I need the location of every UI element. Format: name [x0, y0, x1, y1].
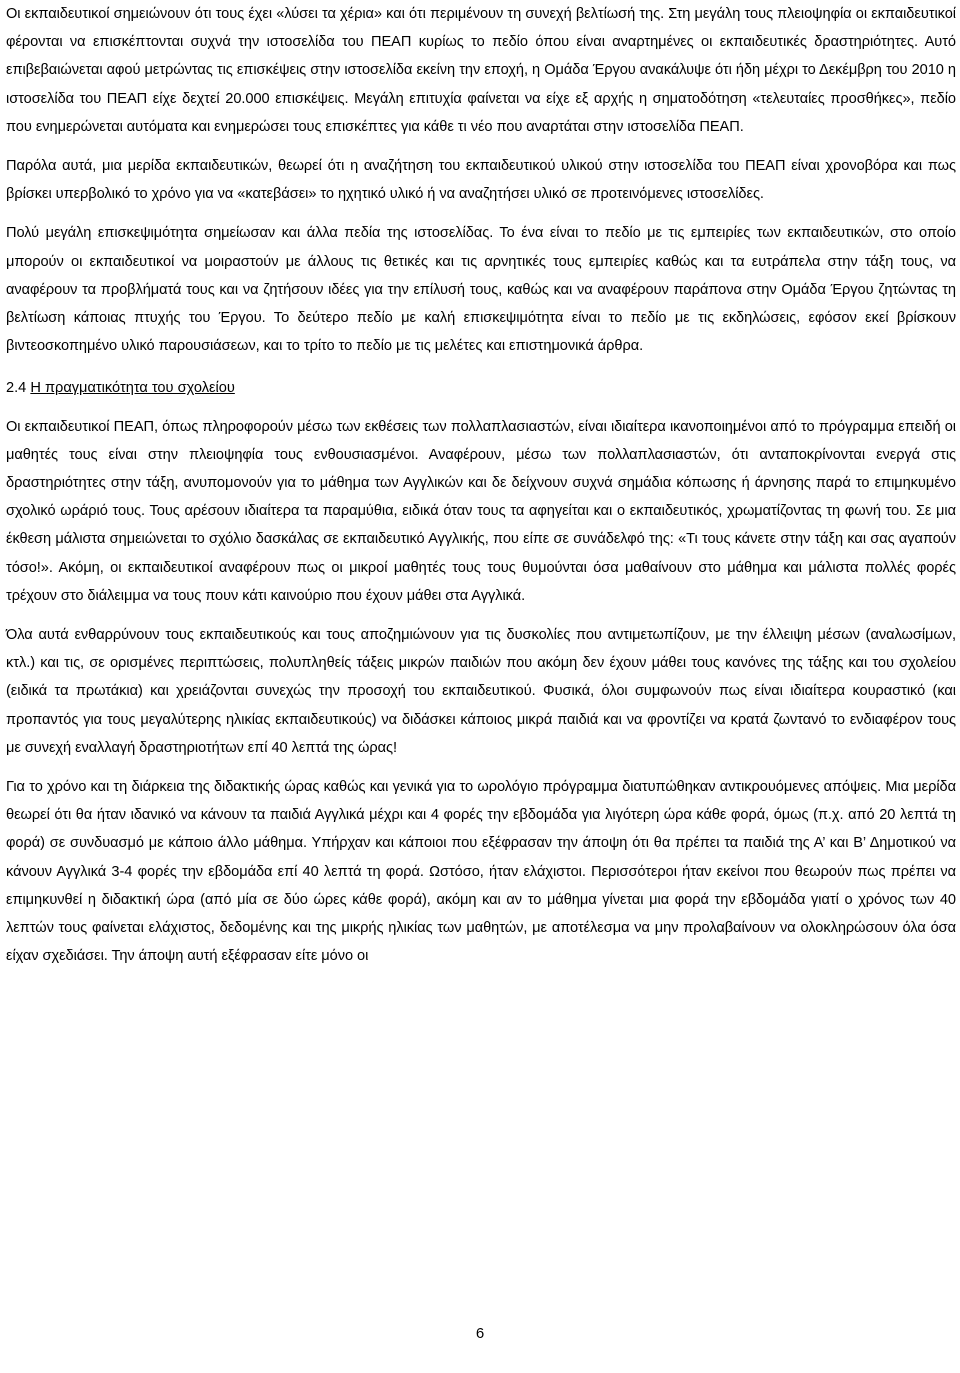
page-number: 6 — [475, 1325, 485, 1342]
section-title: Η πραγματικότητα του σχολείου — [30, 380, 235, 397]
paragraph-other-fields: Πολύ μεγάλη επισκεψιμότητα σημείωσαν και άλλα πεδία της ιστοσελίδας. Το ένα είναι το πεδίο με τις εμπειρίες των εκπαιδευτικών, στο οποίο μπορούν οι εκπαιδευτικοί να μοιραστούν με άλλους τις θετικές και τις αρνητικές τους εμπειρίες καθώς και τα ευτράπελα στην τάξη τους, να αναφέρουν τα προβλήματά τους και να ζητήσουν ιδέες για την επίλυσή τους, καθώς και να αναφέρουν παράπονα στην Ομάδα Έργου ζητώντας τη βελτίωση κάποιας πτυχής του Έργου. Το δεύτερο πεδίο με καλή επισκεψιμότητα είναι το πεδίο με τις εκδηλώσεις, εφόσον εκεί βρίσκουν βιντεοσκοπημένο υλικό παρουσιάσεων, και το τρίτο το πεδίο με τις μελέτες και επιστημονικά άρθρα. — [6, 225, 956, 355]
paragraph-website-visits: Οι εκπαιδευτικοί σημειώνουν ότι τους έχει «λύσει τα χέρια» και ότι περιμένουν τη συνεχή βελτίωσή της. Στη μεγάλη τους πλειοψηφία οι εκπαιδευτικοί φέρονται να επισκέπτονται συχνά την ιστοσελίδα του ΠΕΑΠ κυρίως το πεδίο όπου είναι αναρτημένες οι εκπαιδευτικές δραστηριότητες. Αυτό επιβεβαιώνεται αφού μετρώντας τις επισκέψεις στην ιστοσελίδα εκείνη την εποχή, η Ομάδα Έργου ανακάλυψε ότι ήδη μέχρι το Δεκέμβρη του 2010 η ιστοσελίδα του ΠΕΑΠ είχε δεχτεί 20.000 επισκέψεις. Μεγάλη επιτυχία φαίνεται να είχε εξ αρχής η σηματοδότηση «τελευταίες προσθήκες», πεδίο που ενημερώνεται αυτόματα και ενημερώσει τους επισκέπτες για κάθε τι νέο που αναρτάται στην ιστοσελίδα ΠΕΑΠ. — [6, 6, 956, 135]
section-heading — [6, 374, 956, 402]
paragraph-lesson-duration: Για το χρόνο και τη διάρκεια της διδακτικής ώρας καθώς και γενικά για το ωρολόγιο πρόγραμμα διατυπώθηκαν αντικρουόμενες απόψεις. Μια μερίδα θεωρεί ότι θα ήταν ιδανικό να κάνουν τα παιδιά Αγγλικά μέχρι και 4 φορές την εβδομάδα για λιγότερη ώρα κάθε φορά, όμως (π.χ. από 20 λεπτά τη φορά) σε συνδυασμό με κάποιο άλλο μάθημα. Υπήρχαν και κάποιοι που εξέφρασαν την άποψη ότι θα πρέπει τα παιδιά της Α’ και Β’ Δημοτικού να κάνουν Αγγλικά 3-4 φορές την εβδομάδα επί 40 λεπτά τη φορά. Ωστόσο, ήταν ελάχιστοι. Περισσότεροι ήταν εκείνοι που θεωρούν πως πρέπει να επιμηκυνθεί η διδακτική ώρα (από μία σε δύο ώρες κάθε φορά), ακόμη και αν το μάθημα γίνεται μια φορά την εβδομάδα γιατί ο χρόνος των 40 λεπτών τους φαίνεται ελάχιστος, δεδομένης και της μικρής ηλικίας των μαθητών, με αποτέλεσμα να μην προλαβαίνουν να ολοκληρώσουν όλα όσα είχαν σχεδιάσει. Την άποψη αυτή εξέφρασαν είτε μόνο οι — [6, 779, 956, 965]
paragraph-search-time: Παρόλα αυτά, μια μερίδα εκπαιδευτικών, θεωρεί ότι η αναζήτηση του εκπαιδευτικού υλικού στην ιστοσελίδα του ΠΕΑΠ είναι χρονοβόρα και πως βρίσκει υπερβολικό το χρόνο για να «κατεβάσει» το ηχητικό υλικό ή να αναζητήσει υλικό σε προτεινόμενες ιστοσελίδες. — [6, 158, 956, 203]
paragraph-difficulties: Όλα αυτά ενθαρρύνουν τους εκπαιδευτικούς και τους αποζημιώνουν για τις δυσκολίες που αντιμετωπίζουν, με την έλλειψη μέσων (αναλωσίμων, κτλ.) και τις, σε ορισμένες περιπτώσεις, πολυπληθείς τάξεις μικρών παιδιών που ακόμη δεν έχουν μάθει τους κανόνες της τάξης και του σχολείου (ειδικά τα πρωτάκια) και χρειάζονται συνεχώς την προσοχή του εκπαιδευτικού. Φυσικά, όλοι συμφωνούν πως είναι ιδιαίτερα κουραστικό (και προπαντός για τους μεγαλύτερης ηλικίας εκπαιδευτικούς) να διδάσκει κάποιος μικρά παιδιά και να φροντίζει να κρατά ζωντανό το ενδιαφέρον τους με συνεχή εναλλαγή δραστηριοτήτων επί 40 λεπτά της ώρας! — [6, 627, 956, 756]
section-number: 2.4 — [6, 380, 27, 397]
paragraph-teachers-satisfied: Οι εκπαιδευτικοί ΠΕΑΠ, όπως πληροφορούν μέσω των εκθέσεις των πολλαπλασιαστών, είναι ιδιαίτερα ικανοποιημένοι από το πρόγραμμα επειδή οι μαθητές τους είναι στην πλειοψηφία τους ενθουσιασμένοι. Αναφέρουν, μέσω των πολλαπλασιαστών, ότι ανταποκρίνονται ενεργά στις δραστηριότητες στην τάξη, ανυπομονούν για το μάθημα των Αγγλικών και δε δείχνουν συχνά σημάδια κόπωσης ή άρνησης παρά το επιμηκυμένο σχολικό ωράριό τους. Τους αρέσουν ιδιαίτερα τα παραμύθια, ειδικά όταν τους τα αφηγείται και ο εκπαιδευτικός, χρωματίζοντας τη φωνή του. Σε μια έκθεση μάλιστα σημειώνεται το σχόλιο δασκάλας σε εκπαιδευτικό Αγγλικής, που είπε σε συνάδελφό της: «Τι τους κάνετε στην τάξη και σας αγαπούν τόσο!». Ακόμη, οι εκπαιδευτικοί αναφέρουν πως οι μικροί μαθητές τους τους θυμούνται όσα μαθαίνουν στο μάθημα και μάλιστα πολλές φορές τρέχουν στο διάλειμμα να τους πουν κάτι καινούριο που έχουν μάθει στα Αγγλικά. — [6, 418, 956, 604]
document-body — [6, 0, 956, 971]
